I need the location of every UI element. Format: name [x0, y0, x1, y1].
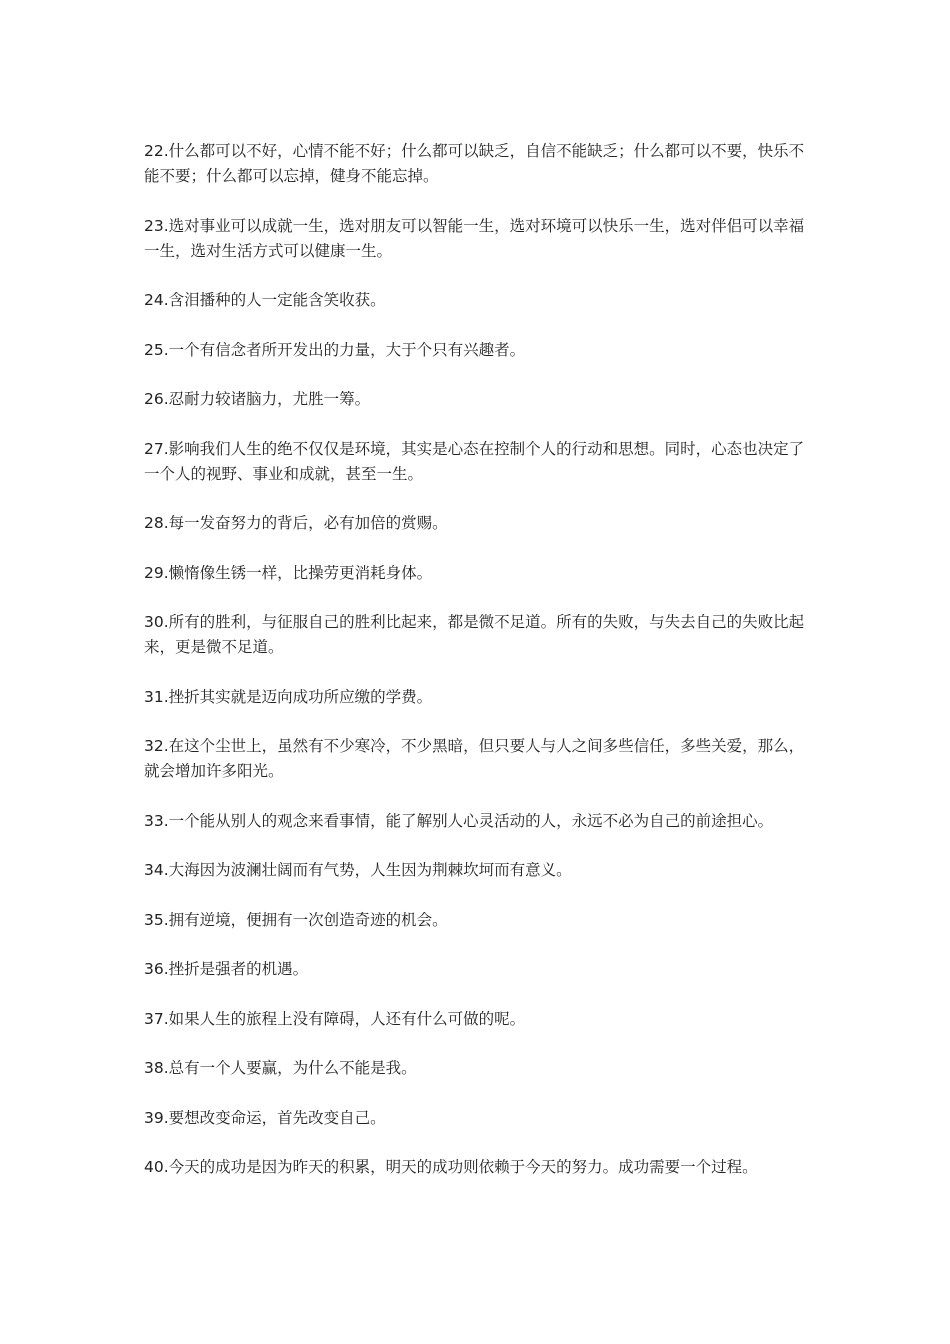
- quote-34: 34.大海因为波澜壮阔而有气势，人生因为荆棘坎坷而有意义。: [144, 861, 572, 879]
- quote-23: 23.选对事业可以成就一生，选对朋友可以智能一生，选对环境可以快乐一生，选对伴侣可以幸福一生，选对生活方式可以健康一生。: [144, 216, 805, 260]
- quote-35: 35.拥有逆境，便拥有一次创造奇迹的机会。: [144, 910, 448, 929]
- quote-38: 38.总有一个人要赢，为什么不能是我。: [144, 1059, 417, 1077]
- quote-31: 31.挫折其实就是迈向成功所应缴的学费。: [144, 687, 433, 706]
- quote-25: 25.一个有信念者所开发出的力量，大于个只有兴趣者。: [144, 340, 526, 359]
- quote-list: [144, 139, 816, 1180]
- quote-29: 29.懒惰像生锈一样，比操劳更消耗身体。: [144, 563, 433, 582]
- quote-24: 24.含泪播种的人一定能含笑收获。: [144, 291, 386, 309]
- quote-40: 40.今天的成功是因为昨天的积累，明天的成功则依赖于今天的努力。成功需要一个过程。: [144, 1158, 758, 1176]
- quote-37: 37.如果人生的旅程上没有障碍，人还有什么可做的呢。: [144, 1009, 526, 1028]
- quote-28: 28.每一发奋努力的背后，必有加倍的赏赐。: [144, 514, 448, 532]
- quote-26: 26.忍耐力较诸脑力，尤胜一筹。: [144, 390, 371, 408]
- quote-32: 32.在这个尘世上，虽然有不少寒冷，不少黑暗，但只要人与人之间多些信任，多些关爱，那么，就会增加许多阳光。: [144, 737, 805, 780]
- quote-22: 22.什么都可以不好，心情不能不好；什么都可以缺乏，自信不能缺乏；什么都可以不要，快乐不能不要；什么都可以忘掉，健身不能忘掉。: [144, 142, 805, 185]
- quote-27: 27.影响我们人生的绝不仅仅是环境，其实是心态在控制个人的行动和思想。同时，心态也决定了一个人的视野、事业和成就，甚至一生。: [144, 439, 805, 483]
- quote-33: 33.一个能从别人的观念来看事情，能了解别人心灵活动的人，永远不必为自己的前途担心。: [144, 811, 774, 830]
- quote-36: 36.挫折是强者的机遇。: [144, 960, 309, 978]
- quote-39: 39.要想改变命运，首先改变自己。: [144, 1108, 386, 1127]
- quote-30: 30.所有的胜利，与征服自己的胜利比起来，都是微不足道。所有的失败，与失去自己的失败比起来，更是微不足道。: [144, 613, 805, 656]
